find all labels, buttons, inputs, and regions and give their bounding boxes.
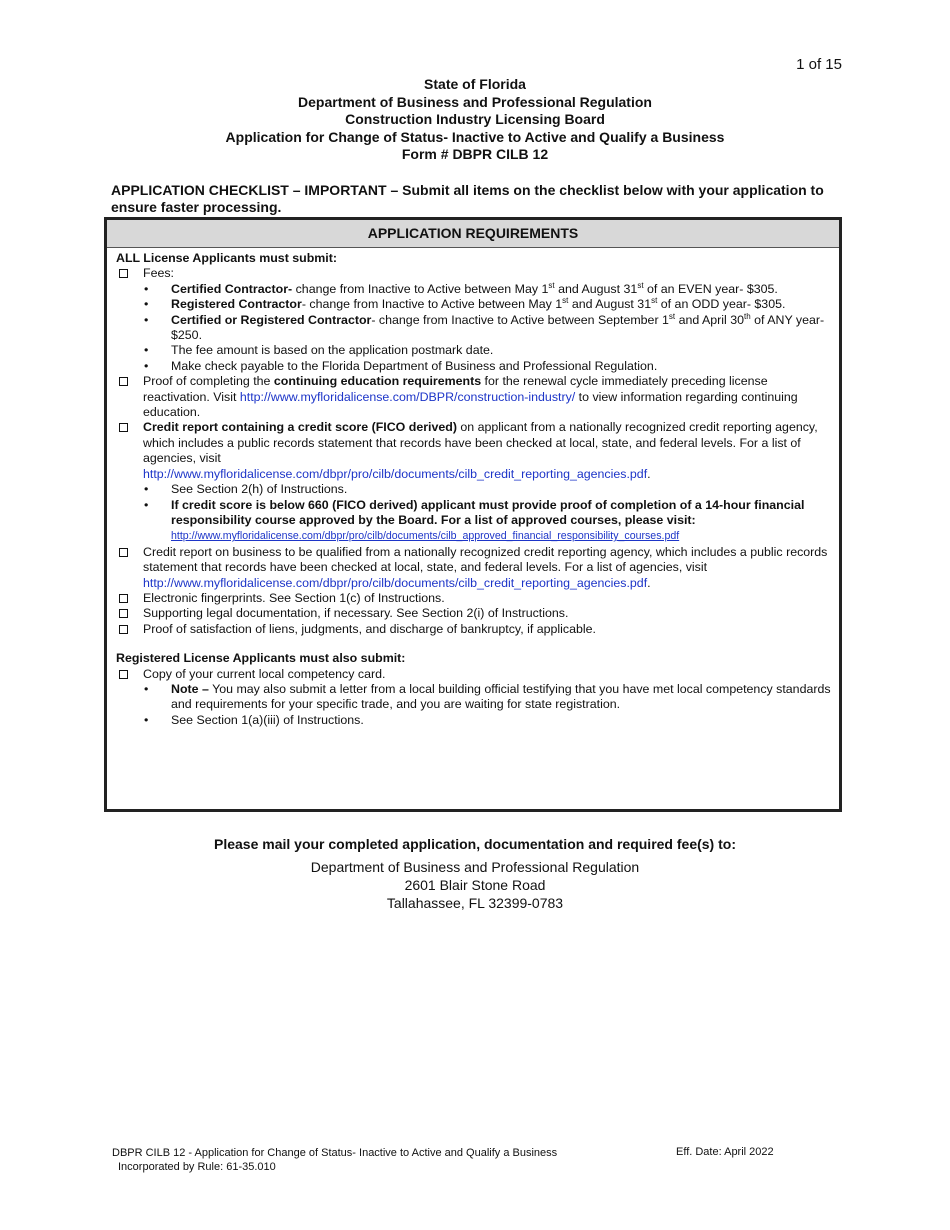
registered-section-ref: • See Section 1(a)(iii) of Instructions. [116,713,833,728]
registered-note: • Note – You may also submit a letter from a local building official testifying that you have met local competency standards and requirements for your specific trade, and you are waiting for state registration. [116,682,833,713]
business-credit-agencies-link[interactable]: http://www.myfloridalicense.com/dbpr/pro/cilb/documents/cilb_credit_reporting_agencies.pdf [143,575,648,590]
checklist-item-business-credit: Credit report on business to be qualified from a nationally recognized credit reporting agency, which includes a public records statement that records have been checked at local, state, and federal levels. For a list of agencies, visit http://www.myfloridalicense.com/dbpr/pro/cilb/documents/cilb_credit_reporting_agencies.pdf. [116,545,833,591]
address-line-2: 2601 Blair Stone Road [404,877,546,893]
checklist-item-legal-docs: Supporting legal documentation, if necessary. See Section 2(i) of Instructions. [116,606,833,621]
fee-item-certified: • Certified Contractor- change from Inactive to Active between May 1st and August 31st of an EVEN year- $305. [116,282,833,297]
address-line-3: Tallahassee, FL 32399-0783 [386,895,564,911]
header-form-number: Form # DBPR CILB 12 [401,146,549,162]
financial-courses-link[interactable]: http://www.myfloridalicense.com/dbpr/pro/cilb/documents/cilb_approved_financial_responsibility_courses.pdf [171,530,680,543]
checklist-item-credit-report: Credit report containing a credit score (FICO derived) on applicant from a nationally recognized credit reporting agency, which includes a public records statement that records have been checked at local, state, and federal levels. For a list of agencies, visit http://www.myfloridalicense.com/dbpr/pro/cilb/documents/cilb_credit_reporting_agencies.pdf. [116,420,833,482]
credit-agencies-link[interactable]: http://www.myfloridalicense.com/dbpr/pro/cilb/documents/cilb_credit_reporting_agencies.pdf [143,466,648,481]
footer-form-info [112,1146,557,1174]
mail-instructions: Please mail your completed application, documentation and required fee(s) to: [214,836,736,852]
page-number: 1 of 15 [796,56,842,73]
checklist-intro: APPLICATION CHECKLIST – IMPORTANT – Submit all items on the checklist below with your application to ensure faster processing. [111,182,824,215]
checklist-item-continuing-education: Proof of completing the continuing education requirements for the renewal cycle immediately preceding license reactivation. Visit http://www.myfloridalicense.com/DBPR/construction-industry/ to view information regarding continuing education. [116,374,833,420]
checklist-item-fees: Fees: [116,266,833,281]
footer-rule-line: Incorporated by Rule: 61-35.010 [118,1161,276,1173]
header-department: Department of Business and Professional Regulation [298,93,652,110]
checklist-item-competency-card: Copy of your current local competency card. [116,667,833,682]
checklist-item-fingerprints: Electronic fingerprints. See Section 1(c) of Instructions. [116,591,833,606]
header-application-title: Application for Change of Status- Inactive to Active and Qualify a Business [225,128,725,145]
address-line-1: Department of Business and Professional Regulation [310,859,640,875]
footer-form-line: DBPR CILB 12 - Application for Change of Status- Inactive to Active and Qualify a Business [112,1147,558,1159]
fee-note-postmark: • The fee amount is based on the application postmark date. [116,343,833,358]
fee-note-check-payable: • Make check payable to the Florida Department of Business and Professional Regulation. [116,359,833,374]
checklist-item-liens: Proof of satisfaction of liens, judgments, and discharge of bankruptcy, if applicable. [116,622,833,637]
fee-item-registered: • Registered Contractor- change from Inactive to Active between May 1st and August 31st of an ODD year- $305. [116,297,833,312]
requirements-box [104,217,842,812]
header-state: State of Florida [424,76,526,92]
footer-effective-date: Eff. Date: April 2022 [676,1146,774,1158]
all-applicants-title: ALL License Applicants must submit: [116,251,337,265]
document-header [0,76,950,164]
credit-sub-financial-course: • If credit score is below 660 (FICO derived) applicant must provide proof of completion of a 14-hour financial responsibility course approved by the Board. For a list of approved courses, please visit: http://www.myfloridalicense.com/dbpr/pro/cilb/documents/cilb_approved_financial_responsibility_courses.pdf [116,498,833,545]
requirements-heading: APPLICATION REQUIREMENTS [107,220,839,248]
registered-applicants-title: Registered License Applicants must also submit: [116,651,406,666]
mailing-address [0,858,950,912]
fee-item-any-year: • Certified or Registered Contractor- change from Inactive to Active between September 1st and April 30th of ANY year- $250. [116,313,833,344]
credit-sub-section-2h: • See Section 2(h) of Instructions. [116,482,833,497]
header-board: Construction Industry Licensing Board [345,111,605,127]
requirements-body [107,248,839,728]
continuing-education-link[interactable]: http://www.myfloridalicense.com/DBPR/construction-industry/ [239,389,576,404]
